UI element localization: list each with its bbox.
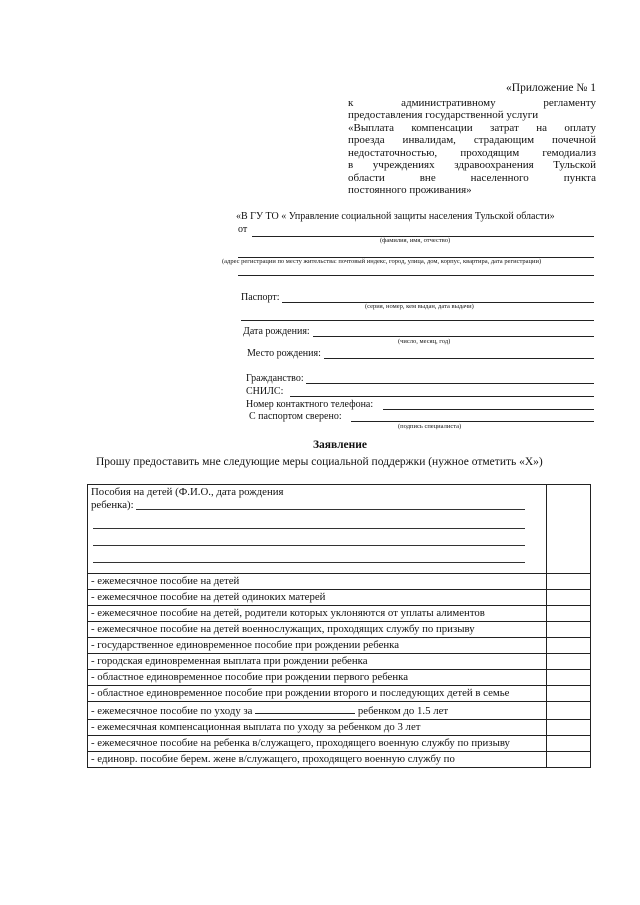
address-field-line[interactable]: [238, 275, 594, 276]
checkbox-cell[interactable]: [547, 670, 591, 686]
children-header-row: [91, 499, 543, 512]
phone-label: Номер контактного телефона:: [246, 399, 374, 410]
appendix-line: постоянного проживания»: [348, 184, 472, 196]
checkbox-cell[interactable]: [547, 606, 591, 622]
care-benefit-label: [88, 702, 547, 720]
table-row: [88, 654, 591, 670]
passport-hint: (серия, номер, кем выдан, дата выдачи): [365, 303, 474, 310]
checkbox-cell[interactable]: [547, 485, 591, 574]
birth-date-hint: (число, месяц, год): [398, 338, 451, 345]
table-row: [88, 686, 591, 702]
checkbox-cell[interactable]: [547, 702, 591, 720]
appendix-line: области вне населенного пункта: [348, 171, 596, 184]
children-field-line[interactable]: [93, 546, 525, 563]
verified-label: С паспортом сверено:: [249, 411, 342, 422]
statement-intro: Прошу предоставить мне следующие меры социальной поддержки (нужное отметить «Х»): [96, 456, 543, 468]
checkbox-cell[interactable]: [547, 686, 591, 702]
care-row-prefix: - ежемесячное пособие по уходу за: [91, 705, 253, 717]
appendix-line: «Выплата компенсации затрат на оплату: [348, 121, 596, 134]
children-field[interactable]: [136, 499, 525, 510]
children-header: Пособия на детей (Ф.И.О., дата рождения: [91, 486, 284, 498]
children-field-line[interactable]: [93, 529, 525, 546]
fio-hint: (фамилия, имя, отчество): [380, 237, 451, 244]
phone-field[interactable]: [383, 409, 594, 410]
passport-label: Паспорт:: [241, 292, 280, 303]
table-row: [88, 574, 591, 590]
birth-place-field[interactable]: [324, 358, 594, 359]
benefit-label: - областное единовременное пособие при рождении первого ребенка: [88, 670, 547, 686]
birth-place-label: Место рождения:: [247, 348, 321, 359]
care-row-suffix: ребенком до 1.5 лет: [357, 705, 449, 717]
care-blank-field[interactable]: [255, 703, 355, 714]
checkbox-cell[interactable]: [547, 720, 591, 736]
children-field-line[interactable]: [93, 512, 525, 529]
benefit-label: - городская единовременная выплата при рождении ребенка: [88, 654, 547, 670]
appendix-line: в учреждениях здравоохранения Тульской: [348, 159, 596, 171]
appendix-line: к административному регламенту: [348, 96, 596, 109]
table-row: [88, 702, 591, 720]
statement-title: Заявление: [312, 439, 367, 451]
address-hint: (адрес регистрации по месту жительства: почтовый индекс, город, улица, дом, корпус, квартира, дата регистрации): [222, 258, 542, 265]
checkbox-cell[interactable]: [547, 638, 591, 654]
benefit-label: - ежемесячное пособие на детей, родители которых уклоняются от уплаты алиментов: [88, 606, 547, 622]
appendix-block: [348, 82, 596, 197]
citizenship-label: Гражданство:: [246, 373, 304, 384]
checkbox-cell[interactable]: [547, 574, 591, 590]
table-row: [88, 485, 591, 574]
signature-field[interactable]: [351, 421, 594, 422]
table-row: [88, 736, 591, 752]
benefit-label: - ежемесячное пособие на ребенка в/служащего, проходящего военную службу по призыву: [88, 736, 547, 752]
table-row: [88, 670, 591, 686]
benefit-label: - ежемесячное пособие на детей одиноких матерей: [88, 590, 547, 606]
birth-date-label: Дата рождения:: [243, 326, 310, 337]
table-row: [88, 752, 591, 768]
benefit-label: - государственное единовременное пособие при рождении ребенка: [88, 638, 547, 654]
benefits-table: [87, 484, 591, 768]
benefit-label: - областное единовременное пособие при рождении второго и последующих детей в семье: [88, 686, 547, 702]
table-row: [88, 638, 591, 654]
table-row: [88, 622, 591, 638]
checkbox-cell[interactable]: [547, 622, 591, 638]
citizenship-field[interactable]: [306, 383, 594, 384]
children-info-cell: [88, 485, 547, 574]
from-label: от: [238, 224, 248, 235]
checkbox-cell[interactable]: [547, 752, 591, 768]
snils-field[interactable]: [290, 396, 594, 397]
appendix-title: «Приложение № 1: [506, 82, 596, 94]
snils-label: СНИЛС:: [246, 386, 284, 397]
appendix-line: предоставления государственной услуги: [348, 109, 539, 121]
benefit-label: - ежемесячное пособие на детей: [88, 574, 547, 590]
checkbox-cell[interactable]: [547, 590, 591, 606]
benefit-label: - единовр. пособие берем. жене в/служащего, проходящего военную службу по: [88, 752, 547, 768]
checkbox-cell[interactable]: [547, 654, 591, 670]
table-row: [88, 590, 591, 606]
birth-date-field[interactable]: [313, 336, 594, 337]
children-header-2: ребенка):: [91, 499, 134, 511]
passport-field-line[interactable]: [241, 320, 594, 321]
checkbox-cell[interactable]: [547, 736, 591, 752]
benefit-label: - ежемесячная компенсационная выплата по уходу за ребенком до 3 лет: [88, 720, 547, 736]
appendix-line: недостаточностью, проходящим гемодиализ: [348, 146, 596, 159]
appendix-line: проезда инвалидам, страдающим почечной: [348, 134, 596, 146]
benefit-label: - ежемесячное пособие на детей военнослужащих, проходящих службу по призыву: [88, 622, 547, 638]
addressee-line: «В ГУ ТО « Управление социальной защиты населения Тульской области»: [236, 211, 555, 222]
table-row: [88, 720, 591, 736]
signature-hint: (подпись специалиста): [398, 423, 462, 430]
table-row: [88, 606, 591, 622]
